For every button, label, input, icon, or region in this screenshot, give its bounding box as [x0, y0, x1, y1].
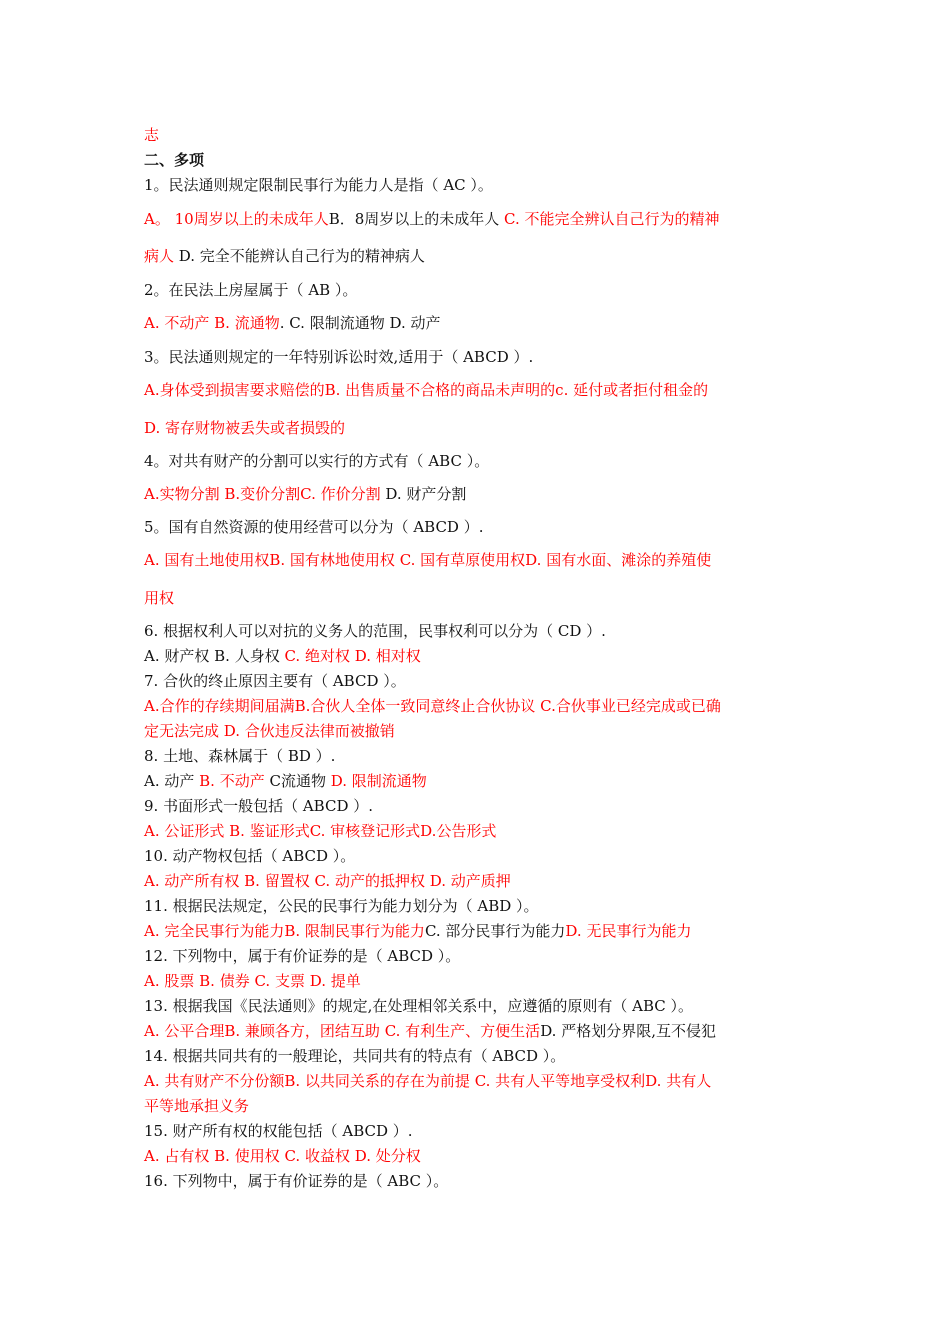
text-line: [144, 846, 355, 866]
text-line: [144, 588, 174, 608]
question-text: D. 财产分割: [380, 485, 467, 503]
question-text: D. 完全不能辨认自己行为的精神病人: [174, 247, 425, 265]
text-line: [144, 696, 721, 716]
question-text: 5。国有自然资源的使用经营可以分为（ ABCD ）.: [144, 518, 484, 536]
text-line: [144, 871, 511, 891]
text-line: [144, 517, 484, 537]
question-text: A. 财产权 B. 人身权: [144, 647, 285, 665]
text-line: [144, 671, 406, 691]
text-line: [144, 646, 421, 666]
text-line: [144, 1021, 716, 1041]
question-text: 1。民法通则规定限制民事行为能力人是指（ AC ）。: [144, 176, 493, 194]
answer-text: A.合作的存续期间届满B.合伙人全体一致同意终止合伙协议 C.合伙事业已经完成或已确: [144, 697, 721, 715]
text-line: [144, 451, 489, 471]
text-line: [144, 896, 539, 916]
answer-text: 定无法完成 D. 合伙违反法律而被撤销: [144, 722, 395, 740]
text-line: [144, 550, 711, 570]
question-text: 9. 书面形式一般包括（ ABCD ）.: [144, 797, 374, 815]
answer-text: A。 10周岁以上的未成年人: [144, 210, 329, 228]
answer-text: 病人: [144, 247, 175, 265]
text-line: [144, 921, 691, 941]
answer-text: A.身体受到损害要求赔偿的B. 出售质量不合格的商品未声明的c. 延付或者拒付租金的: [144, 381, 709, 399]
text-line: [144, 821, 496, 841]
text-line: [144, 1046, 565, 1066]
text-line: [144, 621, 606, 641]
question-text: 13. 根据我国《民法通则》的规定,在处理相邻关系中，应遵循的原则有（ ABC ）。: [144, 997, 694, 1015]
question-text: C流通物: [269, 772, 331, 790]
answer-text: A. 国有土地使用权B. 国有林地使用权 C. 国有草原使用权D. 国有水面、滩涂的养殖使: [144, 551, 712, 569]
text-line: [144, 1096, 249, 1116]
answer-text: A. 公证形式 B. 鉴证形式C. 审核登记形式D.公告形式: [144, 822, 497, 840]
question-text: 2。在民法上房屋属于（ AB ）。: [144, 281, 358, 299]
text-line: [144, 721, 395, 741]
text-line: [144, 1171, 448, 1191]
text-line: [144, 347, 533, 367]
question-text: 10. 动产物权包括（ ABCD ）。: [144, 847, 356, 865]
section-heading: [144, 150, 204, 170]
answer-text: D. 限制流通物: [330, 772, 427, 790]
question-text: 14. 根据共同共有的一般理论，共同共有的特点有（ ABCD ）。: [144, 1047, 566, 1065]
answer-text: A. 股票 B. 债券 C. 支票 D. 提单: [144, 972, 361, 990]
text-line: [144, 1146, 421, 1166]
text-line: [144, 971, 361, 991]
question-text: 6. 根据权利人可以对抗的义务人的范围，民事权利可以分为（ CD ）.: [144, 622, 606, 640]
question-text: 8. 土地、森林属于（ BD ）.: [144, 747, 336, 765]
answer-text: 志: [144, 126, 160, 144]
text-line: [144, 280, 357, 300]
answer-text: C. 绝对权 D. 相对权: [284, 647, 421, 665]
question-text: . C. 限制流通物 D. 动产: [279, 314, 441, 332]
text-line: [144, 380, 708, 400]
text-line: [144, 125, 159, 145]
answer-text: A. 占有权 B. 使用权 C. 收益权 D. 处分权: [144, 1147, 421, 1165]
answer-text: 用权: [144, 589, 175, 607]
answer-text: B. 不动产: [199, 772, 270, 790]
question-text: 12. 下列物中，属于有价证券的是（ ABCD ）。: [144, 947, 461, 965]
text-line: [144, 1121, 413, 1141]
text-line: [144, 313, 441, 333]
question-text: C. 部分民事行为能力: [424, 922, 566, 940]
question-text: 4。对共有财产的分割可以实行的方式有（ ABC ）。: [144, 452, 490, 470]
question-text: A. 动产: [144, 772, 200, 790]
answer-text: A. 动产所有权 B. 留置权 C. 动产的抵押权 D. 动产质押: [144, 872, 511, 890]
question-text: D. 严格划分界限,互不侵犯: [540, 1022, 716, 1040]
text-line: [144, 418, 345, 438]
text-line: [144, 771, 427, 791]
question-text: 15. 财产所有权的权能包括（ ABCD ）.: [144, 1122, 413, 1140]
answer-text: A.实物分割 B.变价分割C. 作价分割: [144, 485, 381, 503]
text-line: [144, 209, 720, 229]
question-text: 16. 下列物中，属于有价证券的是（ ABC ）。: [144, 1172, 449, 1190]
answer-text: D. 寄存财物被丢失或者损毁的: [144, 419, 346, 437]
answer-text: 平等地承担义务: [144, 1097, 250, 1115]
answer-text: A. 公平合理B. 兼顾各方，团结互助 C. 有利生产、方便生活: [144, 1022, 541, 1040]
text-line: [144, 484, 466, 504]
text-line: [144, 1071, 711, 1091]
question-text: B．8周岁以上的未成年人: [328, 210, 505, 228]
question-text: 3。民法通则规定的一年特别诉讼时效,适用于（ ABCD ）.: [144, 348, 534, 366]
question-text: 7. 合伙的终止原因主要有（ ABCD ）。: [144, 672, 406, 690]
answer-text: A. 不动产 B. 流通物: [144, 314, 280, 332]
text-line: [144, 996, 693, 1016]
text-line: [144, 946, 460, 966]
answer-text: A. 共有财产不分份额B. 以共同关系的存在为前提 C. 共有人平等地享受权利D. 共有人: [144, 1072, 712, 1090]
answer-text: D. 无民事行为能力: [565, 922, 692, 940]
answer-text: C. 不能完全辨认自己行为的精神: [504, 210, 720, 228]
text-line: [144, 246, 425, 266]
answer-text: A. 完全民事行为能力B. 限制民事行为能力: [144, 922, 425, 940]
text-line: [144, 746, 335, 766]
text-line: [144, 175, 493, 195]
question-text: 二、多项: [144, 151, 205, 169]
question-text: 11. 根据民法规定，公民的民事行为能力划分为（ ABD ）。: [144, 897, 539, 915]
text-line: [144, 796, 373, 816]
